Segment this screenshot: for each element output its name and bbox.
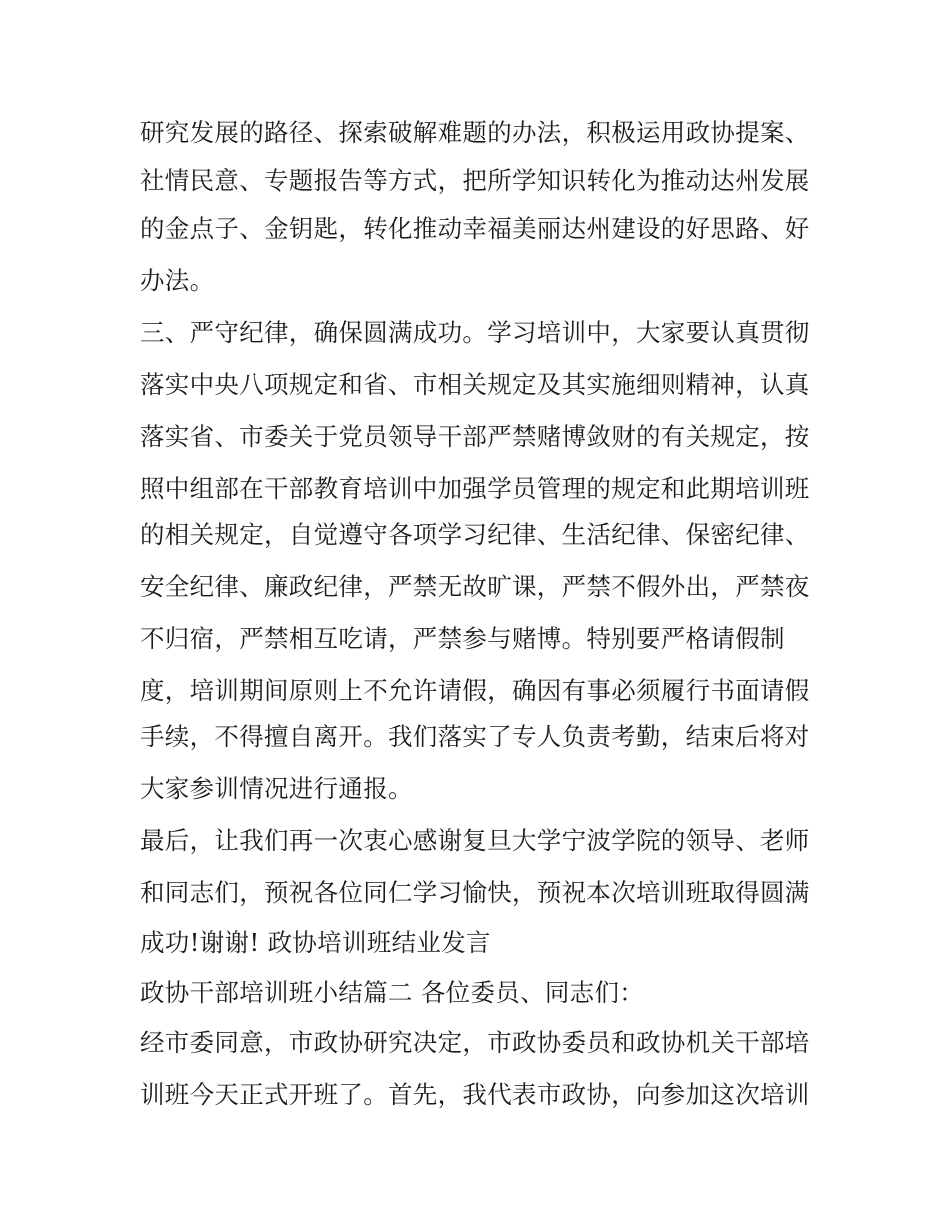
section-heading-line: 三、严守纪律，确保圆满成功。学习培训中，大家要认真贯彻 [140,318,810,347]
text-line: 成功!谢谢! 政协培训班结业发言 [140,928,491,957]
text-line: 安全纪律、廉政纪律，严禁无故旷课，严禁不假外出，严禁夜 [140,572,810,601]
text-line: 研究发展的路径、探索破解难题的办法，积极运用政协提案、 [140,118,810,147]
text-line: 社情民意、专题报告等方式，把所学知识转化为推动达州发展 [140,166,810,195]
text-line: 和同志们，预祝各位同仁学习愉快，预祝本次培训班取得圆满 [140,878,810,907]
text-line: 手续，不得擅自离开。我们落实了专人负责考勤，结束后将对 [140,722,810,751]
section-title-line: 政协干部培训班小结篇二 各位委员、同志们： [140,978,645,1007]
text-line: 落实省、市委关于党员领导干部严禁赌博敛财的有关规定，按 [140,422,810,451]
text-line: 办法。 [140,266,215,295]
text-line: 度，培训期间原则上不允许请假，确因有事必须履行书面请假 [140,676,810,705]
text-line: 落实中央八项规定和省、市相关规定及其实施细则精神，认真 [140,370,810,399]
text-line: 的相关规定，自觉遵守各项学习纪律、生活纪律、保密纪律、 [140,520,810,549]
text-line: 不归宿，严禁相互吃请，严禁参与赌博。特别要严格请假制 [140,624,785,653]
text-line: 最后，让我们再一次衷心感谢复旦大学宁波学院的领导、老师 [140,826,810,855]
text-line: 经市委同意，市政协研究决定，市政协委员和政协机关干部培 [140,1028,810,1057]
text-line: 大家参训情况进行通报。 [140,774,413,803]
text-line: 训班今天正式开班了。首先，我代表市政协，向参加这次培训 [140,1080,810,1109]
text-line: 的金点子、金钥匙，转化推动幸福美丽达州建设的好思路、好 [140,214,810,243]
text-line: 照中组部在干部教育培训中加强学员管理的规定和此期培训班 [140,474,810,503]
